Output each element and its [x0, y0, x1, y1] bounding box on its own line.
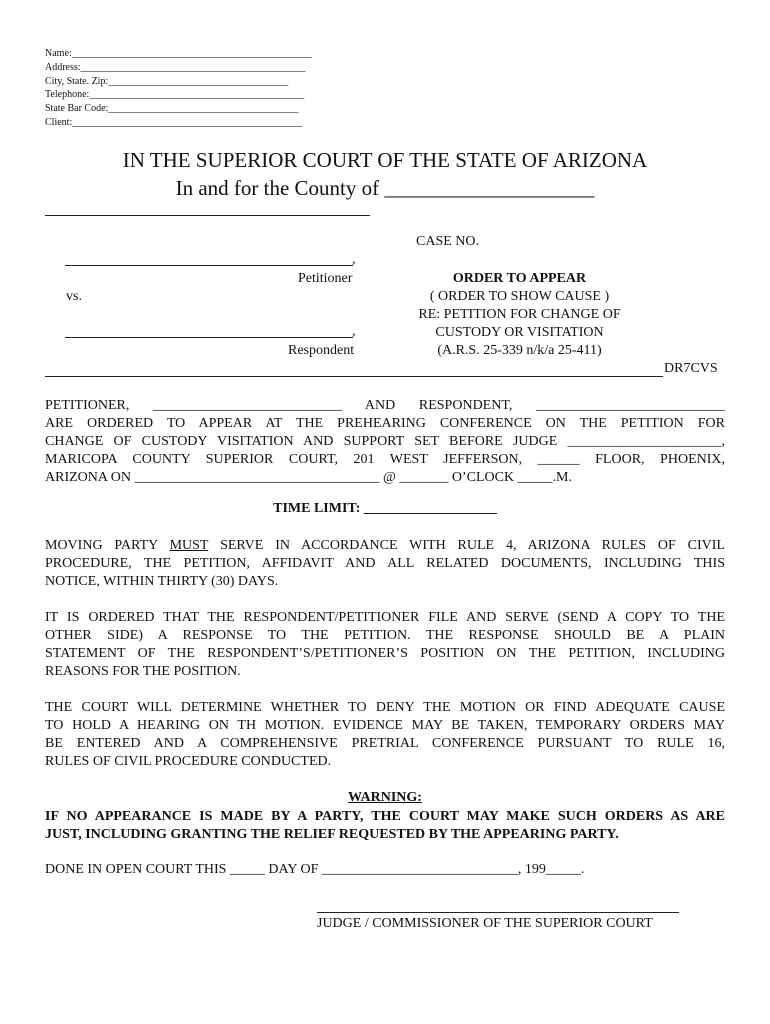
paragraph-line: CHANGE OF CUSTODY VISITATION AND SUPPORT SET BEFORE JUDGE ______________________, — [45, 434, 725, 449]
warning-line: IF NO APPEARANCE IS MADE BY A PARTY, THE COURT MAY MAKE SUCH ORDERS AS ARE — [45, 809, 725, 824]
warning-line: JUST, INCLUDING GRANTING THE RELIEF REQUESTED BY THE APPEARING PARTY. — [45, 827, 619, 842]
paragraph-line: STATEMENT OF THE RESPONDENT’S/PETITIONER’S POSITION ON THE PETITION, INCLUDING — [45, 646, 725, 661]
attorney-city-line: City, State. Zip:____________________________________ — [45, 75, 289, 87]
petitioner-name-blank — [65, 265, 353, 266]
must-emphasis: MUST — [169, 538, 209, 553]
respondent-label: Respondent — [288, 343, 355, 358]
attorney-name-line: Name:________________________________________________ — [45, 48, 312, 59]
paragraph-line: ARE ORDERED TO APPEAR AT THE PREHEARING CONFERENCE ON THE PETITION FOR — [45, 416, 725, 431]
attorney-info-block — [45, 47, 312, 130]
paragraph-line: PROCEDURE, THE PETITION, AFFIDAVIT AND ALL RELATED DOCUMENTS, INCLUDING THIS — [45, 556, 725, 571]
order-subtitle-line: CUSTODY OR VISITATION — [435, 325, 604, 340]
paragraph-line: BE ENTERED AND A COMPREHENSIVE PRETRIAL CONFERENCE PURSUANT TO RULE 16, — [45, 736, 725, 751]
warning-heading: WARNING: — [348, 790, 422, 805]
caption-bottom-rule — [45, 376, 663, 377]
paragraph-line: REASONS FOR THE POSITION. — [45, 664, 241, 679]
appearance-order-paragraph — [45, 397, 725, 487]
done-in-open-court-line: DONE IN OPEN COURT THIS _____ DAY OF ____________________________, 199_____. — [45, 862, 585, 877]
statute-reference: (A.R.S. 25-339 n/k/a 25-411) — [437, 343, 602, 358]
paragraph-line: TO HOLD A HEARING ON TH MOTION. EVIDENCE MAY BE TAKEN, TEMPORARY ORDERS MAY — [45, 718, 725, 733]
paragraph-line: OTHER SIDE) A RESPONSE TO THE PETITION. THE RESPONSE SHOULD BE A PLAIN — [45, 628, 725, 643]
paragraph-line: MARICOPA COUNTY SUPERIOR COURT, 201 WEST JEFFERSON, ______ FLOOR, PHOENIX, — [45, 452, 725, 467]
paragraph-line: NOTICE, WITHIN THIRTY (30) DAYS. — [45, 574, 279, 589]
order-title-block — [382, 270, 657, 360]
versus-label: vs. — [66, 289, 82, 304]
attorney-client-line: Client:______________________________________________ — [45, 116, 303, 128]
paragraph-line: IT IS ORDERED THAT THE RESPONDENT/PETITIONER FILE AND SERVE (SEND A COPY TO THE — [45, 610, 725, 625]
case-number-label: CASE NO. — [416, 234, 480, 249]
determination-paragraph — [45, 699, 725, 771]
paragraph-line: MOVING PARTY MUST SERVE IN ACCORDANCE WITH RULE 4, ARIZONA RULES OF CIVIL — [45, 538, 725, 553]
form-code: DR7CVS — [664, 361, 718, 376]
signature-label: JUDGE / COMMISSIONER OF THE SUPERIOR COURT — [317, 916, 653, 931]
attorney-telephone-line: Telephone:___________________________________________ — [45, 89, 305, 101]
time-limit: TIME LIMIT: ___________________ — [273, 501, 497, 516]
paragraph-line: THE COURT WILL DETERMINE WHETHER TO DENY THE MOTION OR FIND ADEQUATE CAUSE — [45, 700, 725, 715]
caption-top-rule — [45, 215, 370, 216]
attorney-bar-code-line: State Bar Code:______________________________________ — [45, 103, 299, 115]
signature-line — [317, 912, 679, 913]
court-title: IN THE SUPERIOR COURT OF THE STATE OF ARIZONA — [122, 148, 648, 172]
service-paragraph — [45, 537, 725, 591]
paragraph-line: PETITIONER, ___________________________ AND RESPONDENT, ___________________________ — [45, 398, 725, 413]
warning-text — [45, 808, 725, 844]
respondent-comma: , — [352, 324, 356, 339]
response-paragraph — [45, 609, 725, 681]
petitioner-comma: , — [352, 252, 356, 267]
paragraph-line: ARIZONA ON ___________________________________ @ _______ O’CLOCK _____.M. — [45, 470, 573, 485]
order-subtitle-line: RE: PETITION FOR CHANGE OF — [418, 307, 621, 322]
paragraph-line: RULES OF CIVIL PROCEDURE CONDUCTED. — [45, 754, 332, 769]
attorney-address-line: Address:_____________________________________________ — [45, 61, 306, 73]
petitioner-label: Petitioner — [298, 271, 353, 286]
respondent-name-blank — [65, 337, 353, 338]
order-subtitle-line: ( ORDER TO SHOW CAUSE ) — [429, 289, 610, 304]
order-title: ORDER TO APPEAR — [452, 271, 587, 286]
county-line: In and for the County of ____________________ — [175, 176, 595, 200]
